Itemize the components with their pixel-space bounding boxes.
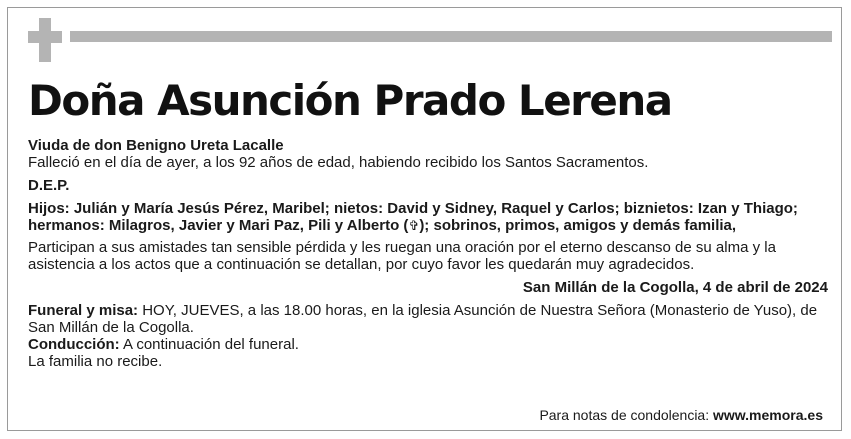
obituary-card (7, 7, 842, 431)
family-list (28, 200, 828, 234)
condolence-link[interactable]: www.memora.es (713, 407, 823, 423)
conduccion-text: A continuación del funeral. (119, 336, 299, 353)
no-reception-note: La familia no recibe. (28, 353, 163, 370)
family-message: Participan a sus amistades tan sensible pérdida y les ruegan una oración por el eterno descanso de su alma y la asistencia a los actos que a continuación se detallan, por cuyo favor les quedarán muy agradecidos. (28, 239, 776, 273)
death-notice: Falleció en el día de ayer, a los 92 años de edad, habiendo recibido los Santos Sacramentos. (28, 154, 649, 171)
family-list-part-1: Hijos: Julián y María Jesús Pérez, Maribel; nietos: David y Sidney, Raquel y Carlos; biznietos: Izan y Thiago; hermanos: Milagros, Javier y Mari Paz, Pili y Alberto ( (28, 200, 798, 234)
family-list-part-2: ); sobrinos, primos, amigos y demás familia, (419, 217, 737, 234)
deceased-name: Doña Asunción Prado Lerena (28, 76, 672, 125)
deceased-cross-symbol: ✞ (408, 218, 420, 233)
funeral-label: Funeral y misa: (28, 302, 139, 319)
dep-line: D.E.P. (28, 177, 70, 194)
place-date: San Millán de la Cogolla, 4 de abril de 2024 (522, 279, 828, 296)
conduccion-label: Conducción: (28, 336, 120, 353)
conduccion-info (28, 336, 828, 353)
condolence-label: Para notas de condolencia: (539, 407, 714, 423)
cross-horizontal-bar (28, 31, 62, 43)
latin-cross-icon (28, 18, 62, 62)
widow-of-line: Viuda de don Benigno Ureta Lacalle (28, 137, 284, 154)
funeral-info (28, 302, 828, 336)
obituary-body (28, 137, 828, 370)
condolence-note (539, 407, 823, 423)
decorative-top-bar (70, 31, 832, 42)
funeral-text: HOY, JUEVES, a las 18.00 horas, en la iglesia Asunción de Nuestra Señora (Monasterio de Yuso), de San Millán de la Cogolla. (28, 302, 818, 336)
